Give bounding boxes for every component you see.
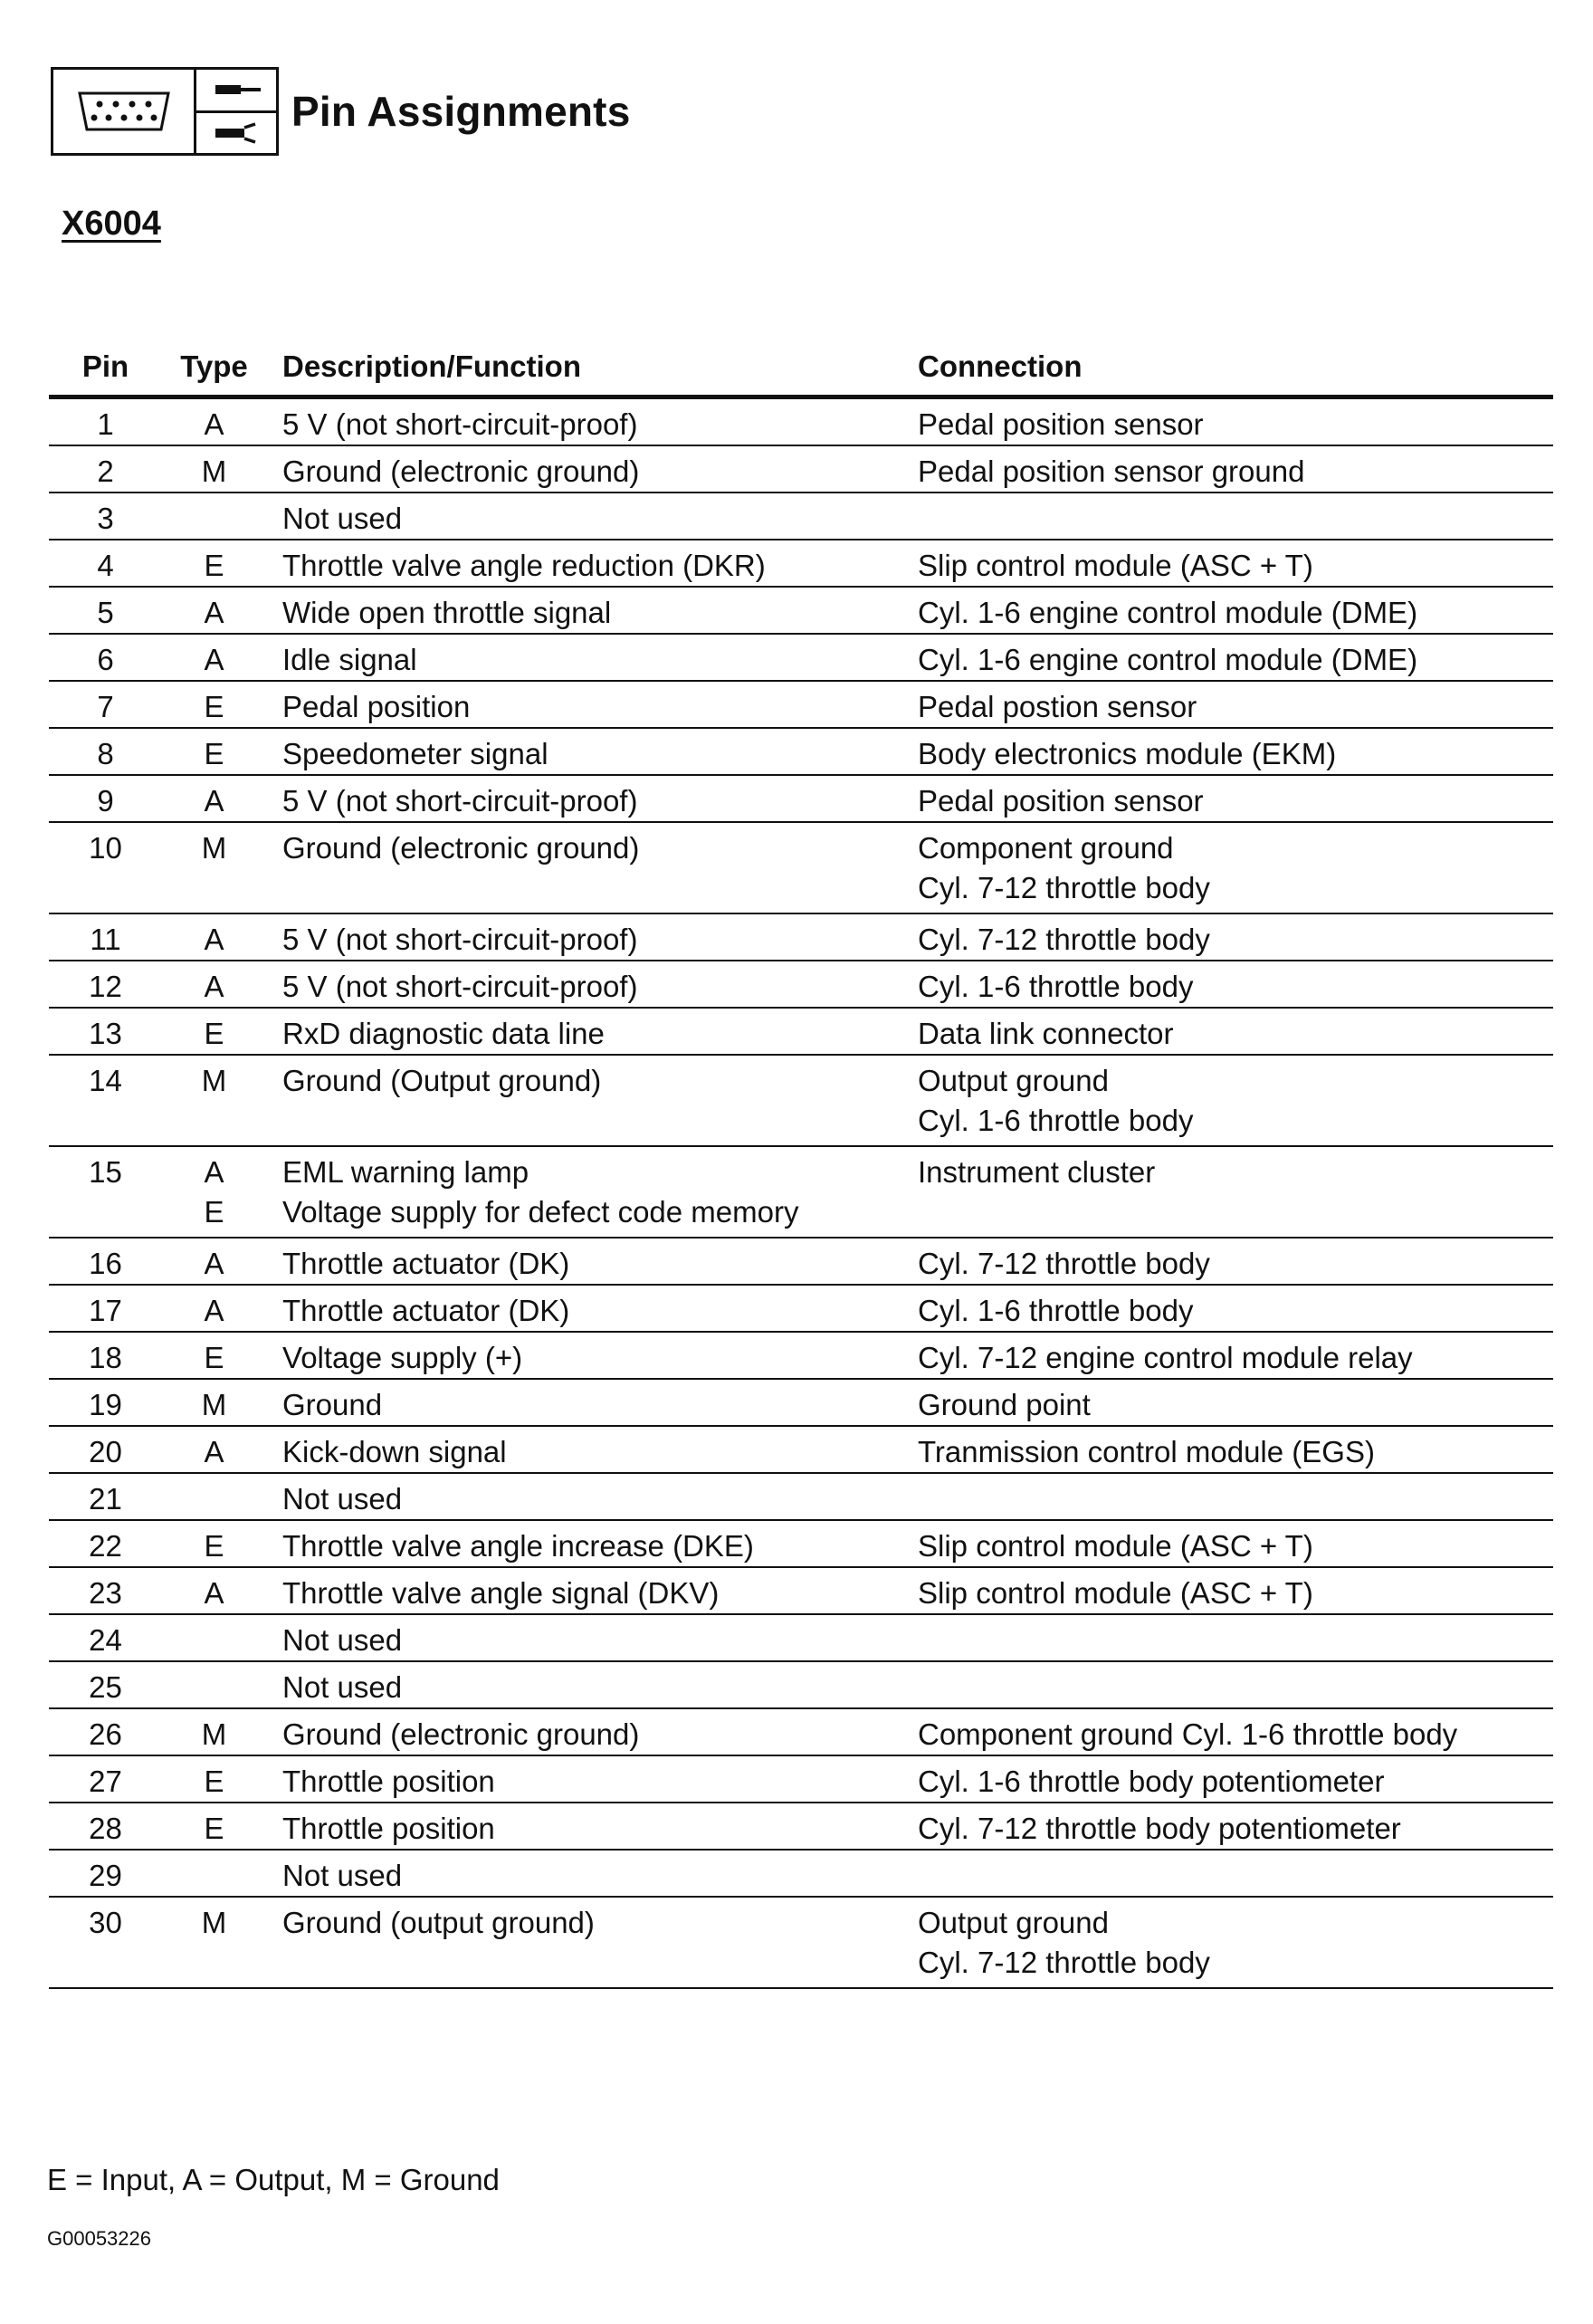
pin-connection	[918, 1379, 1553, 1426]
pin-type	[162, 634, 266, 681]
pin-type	[162, 1426, 266, 1473]
pin-type-line: E	[204, 1017, 224, 1050]
pin-description	[266, 1008, 918, 1055]
page-title: Pin Assignments	[291, 88, 631, 135]
pin-number: 15	[49, 1146, 162, 1238]
pin-description-line: Ground (output ground)	[282, 1906, 595, 1939]
connector-id: X6004	[62, 205, 161, 243]
pin-type	[162, 1661, 266, 1708]
pin-description-line: Pedal position	[282, 690, 471, 723]
pin-description-line: Voltage supply for defect code memory	[282, 1195, 799, 1229]
pin-description-line: Throttle actuator (DK)	[282, 1294, 570, 1327]
pin-connection	[918, 681, 1553, 728]
table-row	[49, 587, 1553, 634]
pin-connection-line: Component ground Cyl. 1-6 throttle body	[918, 1717, 1458, 1751]
pin-connection	[918, 1708, 1553, 1755]
pin-number: 20	[49, 1426, 162, 1473]
pin-description	[266, 775, 918, 822]
pin-number: 12	[49, 961, 162, 1008]
pin-description-line: Ground (electronic ground)	[282, 1717, 640, 1751]
pin-description-line: Wide open throttle signal	[282, 596, 612, 629]
pin-number: 2	[49, 445, 162, 493]
pin-description	[266, 1379, 918, 1426]
pin-type	[162, 1008, 266, 1055]
pin-connection-line: Cyl. 1-6 engine control module (DME)	[918, 596, 1418, 629]
pin-type	[162, 1708, 266, 1755]
pin-description-line: Throttle position	[282, 1812, 495, 1845]
pin-type-line: E	[204, 737, 224, 770]
pin-connection	[918, 961, 1553, 1008]
pin-connection	[918, 1567, 1553, 1614]
pin-type	[162, 728, 266, 775]
table-row	[49, 1897, 1553, 1988]
pin-description	[266, 1803, 918, 1850]
pin-description-line: Kick-down signal	[282, 1435, 507, 1468]
pin-number: 22	[49, 1520, 162, 1567]
pin-connection-line: Ground point	[918, 1388, 1091, 1421]
pin-connection	[918, 1332, 1553, 1379]
pin-connection-line: Slip control module (ASC + T)	[918, 549, 1313, 582]
pin-connection	[918, 1238, 1553, 1285]
pin-connection-line: Cyl. 1-6 throttle body	[918, 1294, 1194, 1327]
female-pin-icon	[196, 113, 276, 154]
pin-description	[266, 1850, 918, 1897]
pin-type	[162, 1614, 266, 1661]
pin-connection	[918, 1755, 1553, 1803]
pin-type	[162, 681, 266, 728]
table-row	[49, 913, 1553, 961]
pin-type	[162, 445, 266, 493]
pin-type	[162, 493, 266, 540]
table-row	[49, 822, 1553, 913]
pin-type	[162, 822, 266, 913]
pin-number: 3	[49, 493, 162, 540]
pin-type-line: E	[204, 1765, 224, 1798]
table-row	[49, 1146, 1553, 1238]
pin-type	[162, 1520, 266, 1567]
pin-connection	[918, 1008, 1553, 1055]
pin-connection	[918, 445, 1553, 493]
pin-description	[266, 1473, 918, 1520]
pin-description-line: Ground	[282, 1388, 383, 1421]
pin-type-line: A	[204, 643, 224, 676]
pin-description	[266, 540, 918, 587]
pin-type-line: E	[204, 549, 224, 582]
pin-connection-line: Slip control module (ASC + T)	[918, 1529, 1313, 1563]
pin-connection-line: Pedal position sensor ground	[918, 454, 1305, 488]
pin-description	[266, 1146, 918, 1238]
pin-type	[162, 1379, 266, 1426]
pin-type-line: E	[204, 1529, 224, 1563]
pin-connection	[918, 634, 1553, 681]
pin-connection	[918, 1055, 1553, 1146]
pin-connection-line: Cyl. 1-6 throttle body	[918, 970, 1194, 1003]
pin-connection	[918, 913, 1553, 961]
pin-connection	[918, 822, 1553, 913]
table-row	[49, 1708, 1553, 1755]
pin-type	[162, 1803, 266, 1850]
pin-description-line: Throttle valve angle reduction (DKR)	[282, 549, 766, 582]
pin-description	[266, 1520, 918, 1567]
pin-description	[266, 681, 918, 728]
pin-description	[266, 1426, 918, 1473]
pin-description	[266, 1285, 918, 1332]
pin-type-line: A	[204, 1247, 224, 1280]
pin-description	[266, 1897, 918, 1988]
page-header	[51, 65, 630, 158]
pin-number: 30	[49, 1897, 162, 1988]
figure-id: G00053226	[47, 2227, 151, 2250]
pin-connection	[918, 1803, 1553, 1850]
table-row	[49, 775, 1553, 822]
pin-description-line: Speedometer signal	[282, 737, 548, 770]
pin-number: 1	[49, 397, 162, 446]
pin-description	[266, 634, 918, 681]
pin-description	[266, 822, 918, 913]
pin-description	[266, 728, 918, 775]
table-row	[49, 1008, 1553, 1055]
pin-description-line: 5 V (not short-circuit-proof)	[282, 923, 638, 956]
table-row	[49, 1614, 1553, 1661]
table-row	[49, 1473, 1553, 1520]
pin-type-line: A	[204, 970, 224, 1003]
pin-connection-line: Tranmission control module (EGS)	[918, 1435, 1375, 1468]
pin-number: 28	[49, 1803, 162, 1850]
pin-type	[162, 1238, 266, 1285]
pin-type-line: E	[204, 1812, 224, 1845]
pin-type-line: A	[204, 1576, 224, 1610]
table-row	[49, 1520, 1553, 1567]
pin-type	[162, 775, 266, 822]
pin-type-line: E	[204, 690, 224, 723]
pin-connection-line: Cyl. 1-6 throttle body potentiometer	[918, 1765, 1385, 1798]
table-row	[49, 1379, 1553, 1426]
pin-connection	[918, 1614, 1553, 1661]
pin-connection-line: Cyl. 7-12 throttle body potentiometer	[918, 1812, 1401, 1845]
pin-type	[162, 1146, 266, 1238]
pin-description-line: Not used	[282, 1623, 403, 1657]
pin-connection-line: Cyl. 7-12 throttle body	[918, 1946, 1210, 1979]
pin-description	[266, 493, 918, 540]
column-header-connection: Connection	[918, 342, 1553, 397]
table-row	[49, 1661, 1553, 1708]
pin-type	[162, 540, 266, 587]
pin-description-line: Throttle valve angle increase (DKE)	[282, 1529, 754, 1563]
pin-type	[162, 587, 266, 634]
pin-type	[162, 913, 266, 961]
pin-number: 11	[49, 913, 162, 961]
pin-number: 19	[49, 1379, 162, 1426]
pin-type	[162, 1055, 266, 1146]
pin-type	[162, 1473, 266, 1520]
pin-description	[266, 1055, 918, 1146]
pin-type-line: A	[204, 1435, 224, 1468]
pin-type	[162, 1850, 266, 1897]
pin-description	[266, 1708, 918, 1755]
pin-number: 10	[49, 822, 162, 913]
pin-connection-line: Instrument cluster	[918, 1155, 1156, 1189]
pin-number: 18	[49, 1332, 162, 1379]
pin-description	[266, 913, 918, 961]
pin-connection-line: Cyl. 7-12 engine control module relay	[918, 1341, 1413, 1374]
pin-description-line: Voltage supply (+)	[282, 1341, 523, 1374]
pin-type-line: E	[204, 1341, 224, 1374]
pin-connection-line: Pedal position sensor	[918, 407, 1204, 441]
pin-connection	[918, 540, 1553, 587]
pin-connection	[918, 1850, 1553, 1897]
pin-description	[266, 1661, 918, 1708]
pin-connection	[918, 587, 1553, 634]
pin-description	[266, 397, 918, 446]
pin-type-line: A	[204, 1155, 224, 1189]
pin-description-line: Not used	[282, 1859, 403, 1892]
table-row	[49, 1055, 1553, 1146]
pin-description-line: Idle signal	[282, 643, 417, 676]
pin-description-line: Ground (Output ground)	[282, 1064, 602, 1097]
pin-number: 9	[49, 775, 162, 822]
pin-description-line: Ground (electronic ground)	[282, 831, 640, 865]
pin-connection-line: Cyl. 7-12 throttle body	[918, 1247, 1210, 1280]
pin-type-line: M	[201, 1906, 227, 1939]
pin-description-line: Not used	[282, 502, 403, 535]
pin-connection	[918, 728, 1553, 775]
pin-icon	[196, 70, 276, 153]
table-row	[49, 961, 1553, 1008]
pin-connection	[918, 1285, 1553, 1332]
pin-number: 7	[49, 681, 162, 728]
column-header-description: Description/Function	[266, 342, 918, 397]
pin-type-line: M	[201, 1388, 227, 1421]
connector-icon-box	[51, 67, 279, 156]
pin-type-line: M	[201, 454, 227, 488]
pin-description	[266, 1614, 918, 1661]
pin-description-line: RxD diagnostic data line	[282, 1017, 605, 1050]
pin-number: 14	[49, 1055, 162, 1146]
pin-description-line: Not used	[282, 1482, 403, 1516]
pin-description	[266, 1332, 918, 1379]
pin-type-line: A	[204, 596, 224, 629]
pin-description	[266, 961, 918, 1008]
pin-connection	[918, 397, 1553, 446]
table-row	[49, 1803, 1553, 1850]
pin-type-line: M	[201, 1717, 227, 1751]
pin-assignment-table	[49, 342, 1553, 1989]
pin-type	[162, 1332, 266, 1379]
table-row	[49, 728, 1553, 775]
pin-number: 6	[49, 634, 162, 681]
pin-number: 29	[49, 1850, 162, 1897]
pin-type	[162, 961, 266, 1008]
table-row	[49, 540, 1553, 587]
pin-connection-line: Component ground	[918, 831, 1174, 865]
pin-connection	[918, 1897, 1553, 1988]
connector-icon	[53, 70, 196, 153]
pin-connection-line: Output ground	[918, 1906, 1109, 1939]
table-row	[49, 1426, 1553, 1473]
pin-connection-line: Slip control module (ASC + T)	[918, 1576, 1313, 1610]
pin-type	[162, 1755, 266, 1803]
table-row	[49, 445, 1553, 493]
male-pin-icon	[196, 70, 276, 113]
pin-connection-line: Pedal postion sensor	[918, 690, 1197, 723]
pin-connection	[918, 493, 1553, 540]
type-legend: E = Input, A = Output, M = Ground	[47, 2163, 500, 2196]
pin-description-line: EML warning lamp	[282, 1155, 529, 1189]
pin-description-line: Throttle actuator (DK)	[282, 1247, 570, 1280]
pin-type	[162, 397, 266, 446]
table-row	[49, 1755, 1553, 1803]
table-row	[49, 1567, 1553, 1614]
pin-description-line: Throttle valve angle signal (DKV)	[282, 1576, 720, 1610]
pin-number: 21	[49, 1473, 162, 1520]
table-row	[49, 397, 1553, 446]
pin-type-line: A	[204, 923, 224, 956]
table-row	[49, 1285, 1553, 1332]
pin-type	[162, 1897, 266, 1988]
pin-type	[162, 1567, 266, 1614]
table-row	[49, 681, 1553, 728]
pin-type-line: A	[204, 1294, 224, 1327]
pin-description	[266, 1755, 918, 1803]
pin-number: 26	[49, 1708, 162, 1755]
pin-connection-line: Cyl. 1-6 engine control module (DME)	[918, 643, 1418, 676]
pin-number: 27	[49, 1755, 162, 1803]
pin-connection	[918, 1146, 1553, 1238]
pin-description-line: Throttle position	[282, 1765, 495, 1798]
column-header-pin: Pin	[49, 342, 162, 397]
pin-type-line: A	[204, 407, 224, 441]
pin-connection	[918, 775, 1553, 822]
pin-connection	[918, 1520, 1553, 1567]
pin-connection-line: Output ground	[918, 1064, 1109, 1097]
pin-description	[266, 587, 918, 634]
table-row	[49, 493, 1553, 540]
pin-number: 17	[49, 1285, 162, 1332]
table-row	[49, 1332, 1553, 1379]
pin-connection-line: Cyl. 1-6 throttle body	[918, 1104, 1194, 1137]
column-header-type: Type	[162, 342, 266, 397]
pin-connection-line: Pedal position sensor	[918, 784, 1204, 818]
pin-number: 8	[49, 728, 162, 775]
pin-number: 24	[49, 1614, 162, 1661]
pin-type-line: A	[204, 784, 224, 818]
pin-number: 5	[49, 587, 162, 634]
pin-connection-line: Cyl. 7-12 throttle body	[918, 923, 1210, 956]
pin-connection	[918, 1661, 1553, 1708]
pin-connection	[918, 1473, 1553, 1520]
pin-connection-line: Data link connector	[918, 1017, 1174, 1050]
pin-number: 25	[49, 1661, 162, 1708]
pin-description-line: 5 V (not short-circuit-proof)	[282, 407, 638, 441]
pin-number: 4	[49, 540, 162, 587]
table-row	[49, 1238, 1553, 1285]
pin-description-line: 5 V (not short-circuit-proof)	[282, 784, 638, 818]
pin-connection	[918, 1426, 1553, 1473]
pin-type	[162, 1285, 266, 1332]
pin-description	[266, 1238, 918, 1285]
pin-number: 23	[49, 1567, 162, 1614]
table-row	[49, 1850, 1553, 1897]
table-row	[49, 634, 1553, 681]
table-header-row	[49, 342, 1553, 397]
pin-number: 13	[49, 1008, 162, 1055]
pin-description-line: 5 V (not short-circuit-proof)	[282, 970, 638, 1003]
pin-type-line: M	[201, 1064, 227, 1097]
pin-description	[266, 1567, 918, 1614]
pin-type-line: M	[201, 831, 227, 865]
pin-type-line: E	[204, 1195, 224, 1229]
pin-description-line: Ground (electronic ground)	[282, 454, 640, 488]
pin-description-line: Not used	[282, 1670, 403, 1704]
pin-connection-line: Body electronics module (EKM)	[918, 737, 1337, 770]
pin-description	[266, 445, 918, 493]
pin-number: 16	[49, 1238, 162, 1285]
table-body	[49, 397, 1553, 1989]
pin-connection-line: Cyl. 7-12 throttle body	[918, 871, 1210, 904]
